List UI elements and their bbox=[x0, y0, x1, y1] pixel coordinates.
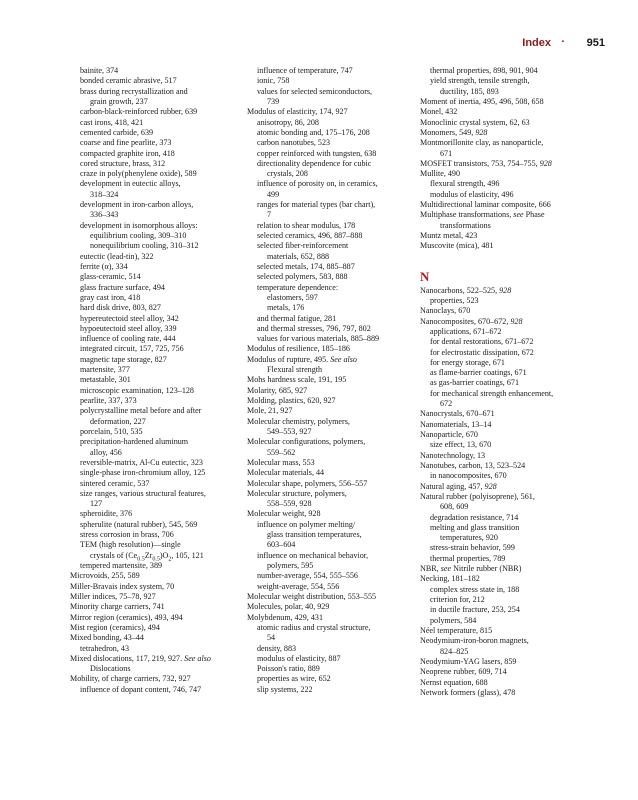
index-entry: Néel temperature, 815 bbox=[420, 625, 493, 635]
index-subentry: values for selected semiconductors, bbox=[257, 86, 373, 96]
index-subentry: polymers, 584 bbox=[430, 615, 477, 625]
index-subentry: 336–343 bbox=[90, 210, 119, 220]
index-entry: Miller-Bravais index system, 70 bbox=[70, 581, 175, 591]
index-entry: Nernst equation, 688 bbox=[420, 677, 488, 687]
index-subentry: for electrostatic dissipation, 672 bbox=[430, 347, 534, 357]
index-subentry: 499 bbox=[267, 189, 280, 199]
index-subentry: brass during recrystallization and bbox=[80, 86, 188, 96]
index-entry: Molybdenum, 429, 431 bbox=[247, 612, 323, 622]
index-subentry: criterion for, 212 bbox=[430, 595, 485, 604]
index-subentry: spheroidite, 376 bbox=[80, 509, 133, 519]
index-entry: Nanomaterials, 13–14 bbox=[420, 419, 492, 429]
index-subentry: hypoeutectoid steel alloy, 339 bbox=[80, 323, 177, 333]
index-entry: Mobility, of charge carriers, 732, 927 bbox=[70, 674, 191, 684]
index-subentry: glass transition temperatures, bbox=[267, 530, 362, 540]
index-column-3 bbox=[420, 66, 620, 698]
index-subentry: metastable, 301 bbox=[80, 375, 131, 385]
index-subentry: 672 bbox=[440, 399, 453, 409]
index-subentry: 739 bbox=[267, 96, 280, 106]
index-subentry: degradation resistance, 714 bbox=[430, 512, 519, 522]
index-subentry: elastomers, 597 bbox=[267, 292, 318, 302]
index-subentry: temperature dependence: bbox=[257, 282, 339, 292]
index-subentry: influence of dopant content, 746, 747 bbox=[80, 684, 202, 694]
index-subentry: porcelain, 510, 535 bbox=[80, 426, 143, 436]
index-subentry: values for various materials, 885–889 bbox=[257, 334, 380, 344]
index-subentry: materials, 652, 888 bbox=[267, 251, 330, 261]
index-subentry: in nanocomposites, 670 bbox=[430, 471, 507, 481]
index-subentry: magnetic tape storage, 827 bbox=[80, 354, 167, 364]
index-subentry: Flexural strength bbox=[267, 365, 323, 375]
index-subentry: reversible-matrix, Al-Cu eutectic, 323 bbox=[80, 457, 203, 467]
index-entry: Network formers (glass), 478 bbox=[420, 687, 516, 697]
index-entry: Neodymium-iron-boron magnets, bbox=[420, 636, 529, 646]
index-subentry: hard disk drive, 803, 827 bbox=[80, 303, 161, 313]
index-subentry: transformations bbox=[440, 220, 491, 230]
index-entry: Molarity, 685, 927 bbox=[247, 385, 308, 395]
index-subentry: cast irons, 418, 421 bbox=[80, 117, 144, 127]
index-subentry: complex stress state in, 188 bbox=[430, 584, 520, 594]
index-entry: Natural aging, 457, 928 bbox=[420, 481, 497, 491]
index-subentry: crystals, 208 bbox=[267, 169, 308, 179]
index-subentry: influence of cooling rate, 444 bbox=[80, 334, 176, 344]
page-header bbox=[0, 0, 638, 70]
index-subentry: properties as wire, 652 bbox=[257, 674, 331, 684]
index-entry: Microvoids, 255, 589 bbox=[70, 571, 140, 581]
index-subentry: influence of temperature, 747 bbox=[257, 66, 353, 75]
index-subentry: relation to shear modulus, 178 bbox=[257, 220, 356, 230]
index-subentry: atomic bonding and, 175–176, 208 bbox=[257, 127, 370, 137]
index-entry: Molecular mass, 553 bbox=[247, 457, 315, 467]
index-subentry: 558–559, 928 bbox=[267, 499, 312, 509]
index-entry: Multiphase transformations, see Phase bbox=[420, 210, 545, 220]
index-entry: Molecular chemistry, polymers, bbox=[247, 416, 350, 426]
index-subentry: selected polymers, 583, 888 bbox=[257, 272, 348, 282]
index-subentry: spherulite (natural rubber), 545, 569 bbox=[80, 519, 198, 529]
index-subentry: eutectic (lead-tin), 322 bbox=[80, 251, 154, 261]
index-entry: Natural rubber (polyisoprene), 561, bbox=[420, 491, 535, 501]
index-subentry: 549–553, 927 bbox=[267, 426, 312, 436]
index-entry: Mohs hardness scale, 191, 195 bbox=[247, 375, 347, 385]
index-entry: Nanocarbons, 522–525, 928 bbox=[420, 285, 512, 295]
index-subentry: anisotropy, 86, 208 bbox=[257, 117, 319, 127]
index-subentry: ferrite (α), 334 bbox=[80, 261, 128, 271]
index-subentry: atomic radius and crystal structure, bbox=[257, 622, 371, 632]
index-entry: Molecular shape, polymers, 556–557 bbox=[247, 478, 368, 488]
index-subentry: glass-ceramic, 514 bbox=[80, 272, 141, 282]
index-subentry: temperatures, 920 bbox=[440, 533, 498, 543]
index-entry: Mixed dislocations, 117, 219, 927. See also bbox=[70, 653, 211, 663]
index-entry: Moment of inertia, 495, 496, 508, 658 bbox=[420, 96, 544, 106]
index-subentry: modulus of elasticity, 496 bbox=[430, 189, 514, 199]
index-subentry: development in eutectic alloys, bbox=[80, 179, 181, 189]
index-subentry: ductility, 185, 893 bbox=[440, 86, 499, 96]
index-entry: Muscovite (mica), 481 bbox=[420, 241, 494, 251]
index-entry: Mole, 21, 927 bbox=[247, 406, 293, 416]
index-entry: Monomers, 549, 928 bbox=[420, 127, 488, 137]
index-entry: Mirror region (ceramics), 493, 494 bbox=[70, 612, 183, 622]
index-column-2 bbox=[247, 66, 417, 695]
index-entry: NBR, see Nitrile rubber (NBR) bbox=[420, 564, 522, 574]
index-entry: Neoprene rubber, 609, 714 bbox=[420, 667, 507, 677]
index-subentry: for mechanical strength enhancement, bbox=[430, 388, 554, 398]
index-subentry: as flame-barrier coatings, 671 bbox=[430, 368, 527, 378]
index-entry: Molecular configurations, polymers, bbox=[247, 437, 366, 447]
index-entry: Monoclinic crystal system, 62, 63 bbox=[420, 117, 530, 127]
index-entry: Monel, 432 bbox=[420, 107, 458, 117]
index-entry: Minority charge carriers, 741 bbox=[70, 602, 165, 612]
index-subentry: Dislocations bbox=[90, 664, 131, 674]
page-number: 951 bbox=[586, 37, 605, 49]
index-subentry: directionality dependence for cubic bbox=[257, 158, 372, 168]
index-subentry: 608, 609 bbox=[440, 502, 469, 512]
index-subentry: equilibrium cooling, 309–310 bbox=[90, 231, 187, 240]
index-subentry: thermal properties, 789 bbox=[430, 553, 506, 563]
index-subentry: crystals of $(Ce_{0.5}Zr_{0.5})O_2$, 105, 121 bbox=[90, 550, 204, 563]
index-subentry: modulus of elasticity, 887 bbox=[257, 653, 341, 663]
index-entry: Montmorillonite clay, as nanoparticle, bbox=[420, 138, 544, 148]
index-subentry: stress corrosion in brass, 706 bbox=[80, 530, 174, 540]
index-entry: Mist region (ceramics), 494 bbox=[70, 622, 160, 632]
index-subentry: in ductile fracture, 253, 254 bbox=[430, 605, 520, 615]
index-subentry: polymers, 595 bbox=[267, 561, 314, 570]
index-entry: Molecular weight distribution, 553–555 bbox=[247, 591, 377, 601]
index-subentry: integrated circuit, 157, 725, 756 bbox=[80, 344, 184, 354]
index-section-letter: N bbox=[420, 268, 430, 284]
index-entry: Nanoclays, 670 bbox=[420, 306, 471, 316]
index-subentry: Poisson's ratio, 889 bbox=[257, 664, 320, 674]
index-subentry: for dental restorations, 671–672 bbox=[430, 337, 534, 347]
index-subentry: yield strength, tensile strength, bbox=[430, 76, 530, 86]
index-entry: MOSFET transistors, 753, 754–755, 928 bbox=[420, 158, 552, 168]
index-subentry: tetrahedron, 43 bbox=[80, 643, 129, 653]
index-subentry: compacted graphite iron, 418 bbox=[80, 148, 175, 158]
index-subentry: grain growth, 237 bbox=[90, 96, 148, 106]
index-subentry: cored structure, brass, 312 bbox=[80, 158, 166, 168]
index-subentry: metals, 176 bbox=[267, 303, 305, 313]
running-head-separator: · bbox=[561, 36, 565, 48]
index-subentry: flexural strength, 496 bbox=[430, 179, 500, 189]
index-subentry: and thermal fatigue, 281 bbox=[257, 313, 337, 323]
index-subentry: influence of porosity on, in ceramics, bbox=[257, 179, 378, 189]
index-subentry: 7 bbox=[267, 210, 272, 220]
index-entry: Mullite, 490 bbox=[420, 169, 461, 179]
index-subentry: as gas-barrier coatings, 671 bbox=[430, 378, 519, 388]
index-entry: Mixed bonding, 43–44 bbox=[70, 633, 144, 643]
index-entry: Neodymium-YAG lasers, 859 bbox=[420, 656, 517, 666]
index-entry: Miller indices, 75–78, 927 bbox=[70, 591, 156, 601]
index-subentry: 54 bbox=[267, 633, 276, 643]
index-entry: Molecular materials, 44 bbox=[247, 468, 325, 478]
index-subentry: weight-average, 554, 556 bbox=[257, 581, 340, 591]
index-subentry: selected fiber-reinforcement bbox=[257, 241, 349, 251]
index-subentry: stress-strain behavior, 599 bbox=[430, 543, 515, 553]
index-subentry: influence on polymer melting/ bbox=[257, 519, 356, 529]
index-subentry: selected ceramics, 496, 887–888 bbox=[257, 231, 363, 240]
index-subentry: TEM (high resolution)—single bbox=[80, 540, 181, 550]
index-subentry: 824–825 bbox=[440, 646, 469, 656]
index-entry: Nanoparticle, 670 bbox=[420, 430, 478, 439]
index-subentry: development in isomorphous alloys: bbox=[80, 220, 198, 230]
index-subentry: gray cast iron, 418 bbox=[80, 292, 141, 302]
index-subentry: thermal properties, 898, 901, 904 bbox=[430, 66, 538, 75]
index-entry: Modulus of resilience, 185–186 bbox=[247, 344, 350, 354]
index-subentry: alloy, 456 bbox=[90, 447, 122, 457]
index-column-1 bbox=[70, 66, 248, 695]
index-subentry: sintered ceramic, 537 bbox=[80, 478, 150, 488]
index-subentry: 318–324 bbox=[90, 189, 119, 199]
index-subentry: ranges for material types (bar chart), bbox=[257, 200, 376, 210]
index-subentry: ionic, 758 bbox=[257, 76, 290, 86]
index-entry: Multidirectional laminar composite, 666 bbox=[420, 200, 551, 210]
index-subentry: nonequilibrium cooling, 310–312 bbox=[90, 241, 199, 251]
index-subentry: copper reinforced with tungsten, 638 bbox=[257, 148, 377, 158]
index-subentry: coarse and fine pearlite, 373 bbox=[80, 138, 172, 148]
index-subentry: glass fracture surface, 494 bbox=[80, 282, 165, 292]
index-subentry: properties, 523 bbox=[430, 295, 479, 305]
index-subentry: 603–604 bbox=[267, 540, 296, 550]
index-entry: Nanocomposites, 670–672, 928 bbox=[420, 316, 523, 326]
index-subentry: number-average, 554, 555–556 bbox=[257, 571, 358, 581]
index-subentry: bonded ceramic abrasive, 517 bbox=[80, 76, 177, 86]
index-subentry: hypereutectoid steel alloy, 342 bbox=[80, 313, 179, 323]
index-subentry: deformation, 227 bbox=[90, 416, 146, 426]
index-subentry: 671 bbox=[440, 148, 453, 158]
index-entry: Molecular structure, polymers, bbox=[247, 488, 347, 498]
index-subentry: cemented carbide, 639 bbox=[80, 127, 154, 137]
index-subentry: precipitation-hardened aluminum bbox=[80, 437, 189, 447]
index-subentry: single-phase iron-chromium alloy, 125 bbox=[80, 468, 206, 478]
index-entry: Modulus of elasticity, 174, 927 bbox=[247, 107, 348, 117]
index-subentry: density, 883 bbox=[257, 643, 297, 653]
index-subentry: craze in poly(phenylene oxide), 589 bbox=[80, 169, 197, 179]
index-entry: Nanocrystals, 670–671 bbox=[420, 409, 495, 419]
index-subentry: tempered martensite, 389 bbox=[80, 561, 163, 570]
index-subentry: development in iron-carbon alloys, bbox=[80, 200, 194, 210]
index-subentry: martensite, 377 bbox=[80, 365, 130, 375]
index-subentry: carbon nanotubes, 523 bbox=[257, 138, 331, 148]
index-subentry: microscopic examination, 123–128 bbox=[80, 385, 194, 395]
index-subentry: bainite, 374 bbox=[80, 66, 119, 75]
index-subentry: 559–562 bbox=[267, 447, 296, 457]
index-entry: Nanotechnology, 13 bbox=[420, 450, 486, 460]
index-subentry: size ranges, various structural features, bbox=[80, 488, 206, 498]
index-entry: Molecular weight, 928 bbox=[247, 509, 321, 519]
index-subentry: size effect, 13, 670 bbox=[430, 440, 492, 450]
index-subentry: slip systems, 222 bbox=[257, 684, 313, 694]
index-entry: Muntz metal, 423 bbox=[420, 231, 478, 240]
index-subentry: carbon-black-reinforced rubber, 639 bbox=[80, 107, 198, 117]
index-subentry: selected metals, 174, 885–887 bbox=[257, 261, 355, 271]
index-subentry: 127 bbox=[90, 499, 103, 509]
index-subentry: applications, 671–672 bbox=[430, 326, 502, 336]
index-subentry: pearlite, 337, 373 bbox=[80, 396, 137, 405]
index-entry: Molecules, polar, 40, 929 bbox=[247, 602, 330, 612]
index-entry: Nanotubes, carbon, 13, 523–524 bbox=[420, 460, 526, 470]
index-subentry: influence on mechanical behavior, bbox=[257, 550, 369, 560]
running-head-section: Index bbox=[522, 37, 551, 49]
index-entry: Molding, plastics, 620, 927 bbox=[247, 396, 336, 405]
index-subentry: and thermal stresses, 796, 797, 802 bbox=[257, 323, 371, 333]
index-entry: Necking, 181–182 bbox=[420, 574, 480, 584]
index-subentry: melting and glass transition bbox=[430, 522, 520, 532]
index-subentry: polycrystalline metal before and after bbox=[80, 406, 202, 416]
section-gap bbox=[420, 252, 620, 262]
index-subentry: for energy storage, 671 bbox=[430, 357, 505, 367]
index-entry: Modulus of rupture, 495. See also bbox=[247, 354, 357, 364]
